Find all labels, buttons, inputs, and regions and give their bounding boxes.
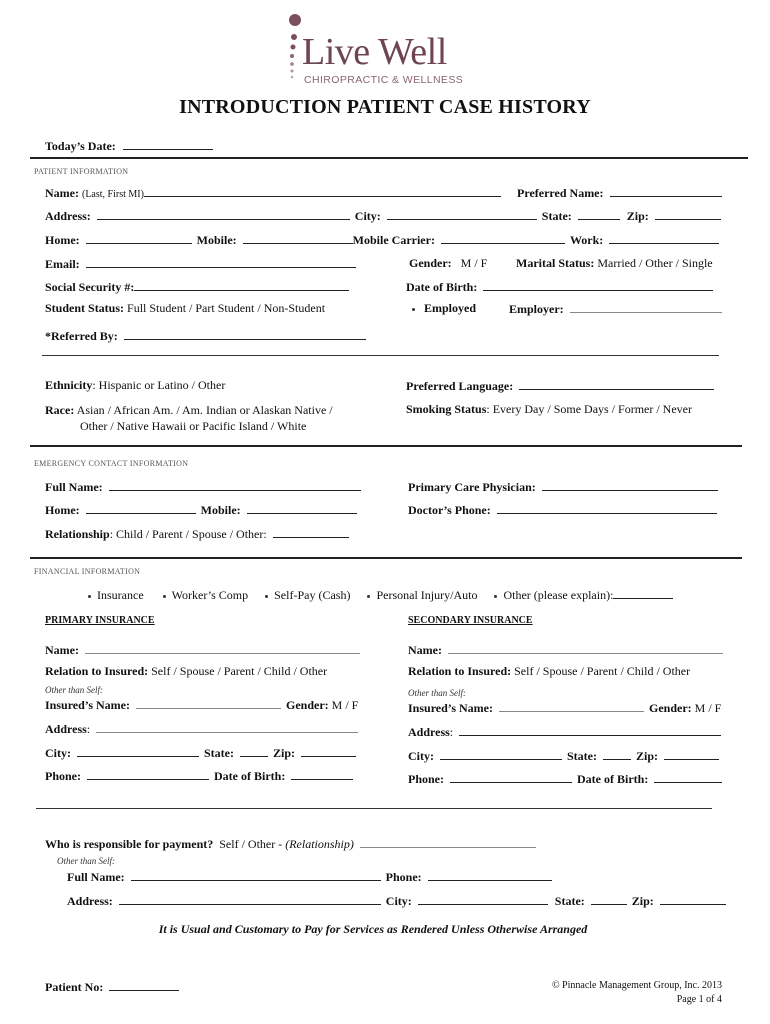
logo [284, 12, 464, 90]
employed-label: Employed [424, 301, 477, 315]
student-options: Full Student / Part Student / Non-Student [127, 301, 326, 315]
language-label: Preferred Language: [406, 379, 514, 393]
emergency-home-label: Home: [45, 503, 80, 517]
secondary-relation-label: Relation to Insured: [408, 664, 512, 678]
bullet-icon [412, 308, 415, 311]
payment-type-options[interactable] [88, 587, 673, 603]
payment-notice: It is Usual and Customary to Pay for Services as Rendered Unless Otherwise Arranged [158, 922, 588, 936]
patient-no-label: Patient No: [45, 980, 104, 994]
pcp-field[interactable] [408, 479, 718, 495]
address-label: Address: [45, 209, 91, 223]
payment-state-label: State: [554, 894, 585, 908]
secondary-name-label: Name: [408, 643, 442, 657]
primary-other-than-self: Other than Self: [45, 685, 103, 695]
copyright: © Pinnacle Management Group, Inc. 2013 [551, 980, 722, 991]
primary-name-label: Name: [45, 643, 79, 657]
relationship-label: Relationship [45, 527, 110, 541]
marital-label: Marital Status: [516, 256, 595, 270]
patient-no-field[interactable] [45, 979, 179, 995]
page-title: INTRODUCTION PATIENT CASE HISTORY [179, 96, 591, 118]
doctor-phone-field[interactable] [408, 502, 717, 518]
emergency-phone-row[interactable] [45, 502, 357, 518]
preferred-name-field[interactable] [517, 185, 722, 201]
dob-label: Date of Birth: [406, 280, 478, 294]
primary-dob-label: Date of Birth: [214, 769, 286, 783]
primary-relation-label: Relation to Insured: [45, 664, 149, 678]
option-personal-injury[interactable]: Personal Injury/Auto [367, 588, 477, 602]
primary-gender-label: Gender: [286, 698, 329, 712]
mobile-label: Mobile: [196, 233, 237, 247]
primary-phone-label: Phone: [45, 769, 81, 783]
address-field[interactable] [45, 208, 721, 224]
student-field[interactable] [45, 301, 325, 316]
payment-relationship: (Relationship) [285, 837, 354, 851]
primary-relation-field[interactable] [45, 664, 327, 679]
home-label: Home: [45, 233, 80, 247]
section-financial-information: FINANCIAL INFORMATION [34, 567, 141, 576]
secondary-insured-name-field[interactable] [408, 700, 721, 716]
primary-address-field[interactable]: Address: [45, 721, 358, 737]
emergency-mobile-label: Mobile: [200, 503, 241, 517]
payment-question: Who is responsible for payment? [45, 837, 214, 851]
secondary-address-label: Address [408, 725, 450, 739]
marital-field[interactable] [516, 256, 713, 271]
secondary-city-row[interactable] [408, 748, 719, 764]
emergency-full-name-label: Full Name: [45, 480, 103, 494]
student-label: Student Status: [45, 301, 125, 315]
ethnicity-field[interactable] [45, 378, 225, 393]
logo-tagline: CHIROPRACTIC & WELLNESS [304, 74, 464, 86]
email-field[interactable] [45, 256, 356, 272]
payment-full-name-row[interactable] [67, 869, 552, 885]
secondary-dob-label: Date of Birth: [577, 772, 649, 786]
primary-gender-options: M / F [331, 698, 359, 712]
name-label: Name: [45, 186, 79, 200]
primary-city-row[interactable] [45, 745, 356, 761]
bullet-icon [494, 595, 497, 598]
language-field[interactable] [406, 378, 714, 394]
relationship-options: : Child / Parent / Spouse / Other: [109, 527, 267, 541]
pcp-label: Primary Care Physician: [408, 480, 536, 494]
payment-phone-label: Phone: [385, 870, 422, 884]
todays-date-field[interactable] [45, 138, 213, 154]
secondary-zip-label: Zip: [636, 749, 659, 763]
secondary-relation-options: Self / Spouse / Parent / Child / Other [514, 664, 691, 678]
employer-label: Employer: [509, 302, 564, 316]
logo-dots-icon [284, 12, 304, 90]
payment-options: Self / Other - [219, 837, 283, 851]
divider [30, 157, 748, 159]
primary-name-field[interactable] [45, 642, 360, 658]
secondary-gender-options: M / F [694, 701, 722, 715]
smoking-field[interactable] [406, 402, 692, 417]
section-emergency-contact: EMERGENCY CONTACT INFORMATION [34, 459, 189, 468]
payment-zip-label: Zip: [631, 894, 654, 908]
secondary-insurance-heading: SECONDARY INSURANCE [408, 615, 533, 626]
race-options-line1: Asian / African Am. / Am. Indian or Alaskan Native / [76, 403, 333, 417]
zip-label: Zip: [626, 209, 649, 223]
employed-field[interactable] [412, 301, 476, 316]
primary-insurance-heading: PRIMARY INSURANCE [45, 615, 155, 626]
bullet-icon [88, 595, 91, 598]
bullet-icon [265, 595, 268, 598]
option-workers-comp[interactable]: Worker’s Comp [163, 588, 248, 602]
relationship-field[interactable] [45, 526, 349, 542]
name-field[interactable] [45, 185, 501, 201]
employer-field[interactable] [509, 301, 722, 317]
ethnicity-options: : Hispanic or Latino / Other [92, 378, 226, 392]
preferred-name-label: Preferred Name: [517, 186, 604, 200]
gender-options: M / F [460, 256, 488, 270]
email-label: Email: [45, 257, 80, 271]
bullet-icon [163, 595, 166, 598]
race-options-line2: Other / Native Hawaii or Pacific Island / White [80, 419, 307, 433]
primary-zip-label: Zip: [273, 746, 296, 760]
race-label: Race: [45, 403, 75, 417]
secondary-address-field[interactable]: Address: [408, 724, 721, 740]
divider [30, 557, 742, 559]
payment-city-label: City: [385, 894, 412, 908]
payment-address-row[interactable] [67, 893, 726, 909]
work-label: Work: [569, 233, 604, 247]
name-hint: (Last, First MI) [81, 189, 144, 200]
secondary-other-than-self: Other than Self: [408, 688, 466, 698]
bullet-icon [367, 595, 370, 598]
gender-field[interactable] [409, 256, 487, 271]
dob-field[interactable] [406, 279, 713, 295]
payment-other-than-self: Other than Self: [57, 856, 115, 866]
primary-insured-name-field[interactable] [45, 697, 358, 713]
page-number: Page 1 of 4 [676, 994, 722, 1005]
logo-brand: Live Well [302, 31, 447, 73]
secondary-name-field[interactable] [408, 642, 723, 658]
primary-state-label: State: [204, 746, 234, 760]
city-label: City: [354, 209, 381, 223]
referred-field[interactable] [45, 328, 366, 344]
ssn-label: Social Security #: [45, 280, 135, 294]
payment-responsibility-field[interactable] [45, 836, 536, 852]
smoking-label: Smoking Status [406, 402, 487, 416]
race-field[interactable] [45, 402, 333, 434]
option-other[interactable]: Other (please explain): [494, 588, 673, 602]
secondary-insured-name-label: Insured’s Name: [408, 701, 494, 715]
section-patient-information: PATIENT INFORMATION [34, 167, 129, 176]
doctor-phone-label: Doctor’s Phone: [408, 503, 491, 517]
option-insurance[interactable]: Insurance [88, 588, 144, 602]
secondary-city-label: City: [408, 749, 434, 763]
secondary-phone-label: Phone: [408, 772, 444, 786]
marital-options: Married / Other / Single [597, 256, 713, 270]
divider [42, 355, 719, 356]
primary-address-label: Address [45, 722, 87, 736]
smoking-options: : Every Day / Some Days / Former / Never [486, 402, 692, 416]
ssn-field[interactable] [45, 279, 349, 295]
primary-insured-name-label: Insured’s Name: [45, 698, 131, 712]
option-self-pay[interactable]: Self-Pay (Cash) [265, 588, 350, 602]
primary-phone-row[interactable] [45, 768, 353, 784]
payment-address-label: Address: [67, 894, 113, 908]
mobile-carrier-label: Mobile Carrier: [352, 233, 435, 247]
gender-label: Gender: [409, 256, 452, 270]
secondary-gender-label: Gender: [649, 701, 692, 715]
divider [36, 808, 712, 809]
secondary-relation-field[interactable] [408, 664, 690, 679]
divider [30, 445, 742, 447]
secondary-state-label: State: [567, 749, 597, 763]
referred-label: *Referred By: [45, 329, 118, 343]
emergency-full-name-field[interactable] [45, 479, 361, 495]
primary-city-label: City: [45, 746, 71, 760]
payment-full-name-label: Full Name: [67, 870, 125, 884]
todays-date-label: Today’s Date: [45, 139, 116, 153]
phone-row[interactable] [45, 232, 719, 248]
ethnicity-label: Ethnicity [45, 378, 93, 392]
secondary-phone-row[interactable] [408, 771, 722, 787]
state-label: State: [541, 209, 572, 223]
primary-relation-options: Self / Spouse / Parent / Child / Other [151, 664, 328, 678]
